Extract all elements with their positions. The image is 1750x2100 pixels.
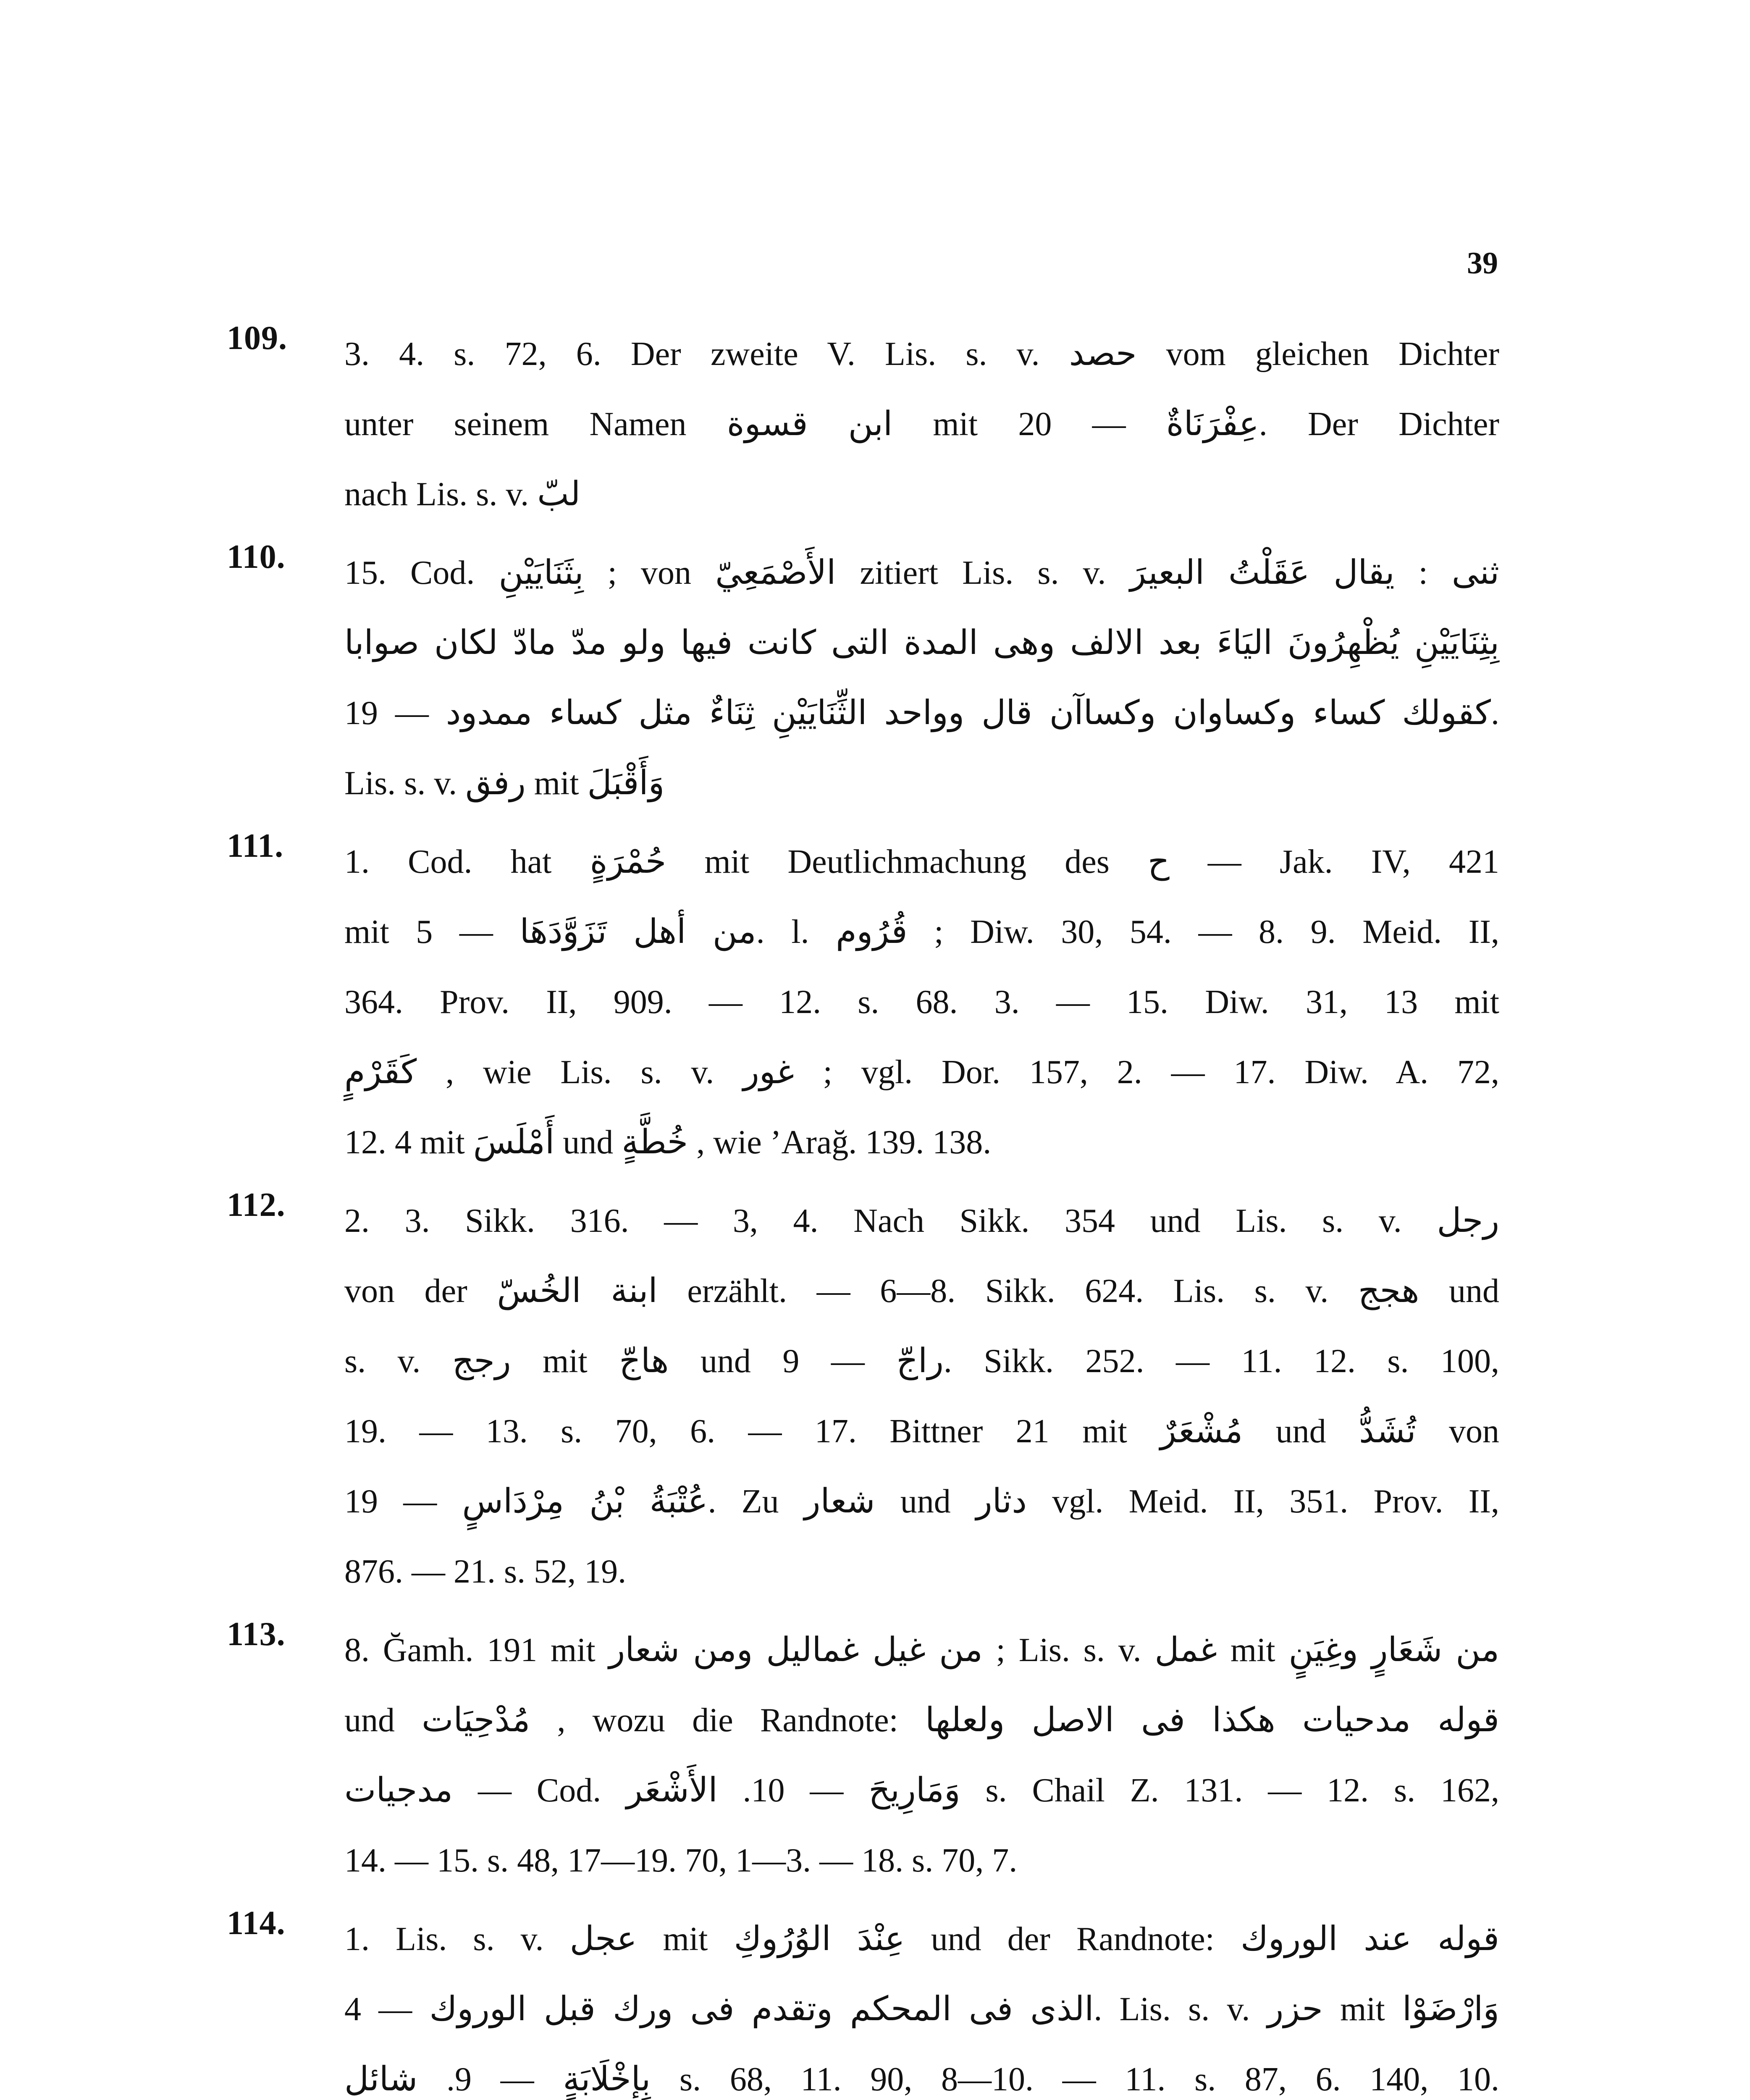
entry-line: 12. 4 mit أَمْلَسَ und خُطَّةٍ , wie ’Arağ. 139. 138. — [344, 1124, 992, 1161]
entry-line: 14. — 15. s. 48, 17—19. 70, 1—3. — 18. s. 70, 7. — [344, 1842, 1018, 1879]
entry-line: بِثِنَايَيْنِ يُظْهِرُونَ اليَاءَ بعد الالف وهى المدة التى كانت فيها ولو مدّ مادّ لكان صوابا — [344, 625, 1499, 662]
entry-line: 15. Cod. بِثَنَايَيْنِ ; von الأَصْمَعِيّ zitiert Lis. s. v. ثنى : يقال عَقَلْتُ البعيرَ — [344, 554, 1500, 591]
entry-line: 8. Ğamh. 191 mit من غيل غماليل ومن شعار ; Lis. s. v. غمل mit من شَعَارٍ وغِيَنٍ — [344, 1632, 1500, 1669]
note-entry-109 — [227, 319, 1499, 530]
entry-line: von der ابنة الخُسّ erzählt. — 6—8. Sikk. 624. Lis. s. v. هجج und — [344, 1273, 1500, 1310]
entry-line: عُتْبَةُ بْنُ مِرْدَاسٍ — 19. Zu شعار und دثار vgl. Meid. II, 351. Prov. II, — [344, 1483, 1500, 1520]
note-entry-110 — [227, 538, 1499, 819]
entry-line: 3. 4. s. 72, 6. Der zweite V. Lis. s. v. حصد vom gleichen Dichter — [344, 336, 1500, 373]
entry-line: Lis. s. v. رفق mit وَأَقْبَلَ — [344, 765, 665, 802]
entry-number: 112. — [227, 1186, 286, 1223]
entry-line: 2. 3. Sikk. 316. — 3, 4. Nach Sikk. 354 und Lis. s. v. رجل — [344, 1202, 1499, 1239]
entry-line: 19. — 13. s. 70, 6. — 17. Bittner 21 mit مُشْعَرٌ und تُشَدُّ von — [344, 1413, 1500, 1450]
entry-number: 114. — [227, 1905, 286, 1942]
entry-line: كَقَرْمٍ , wie Lis. s. v. غور ; vgl. Dor. 157, 2. — 17. Diw. A. 72, — [344, 1054, 1500, 1091]
entry-number: 111. — [227, 827, 284, 864]
notes-list — [227, 319, 1499, 2100]
entry-line: s. v. رجج mit هاجّ und راجّ — 9. Sikk. 252. — 11. 12. s. 100, — [344, 1343, 1500, 1380]
entry-line: كقولك كساء وكساوان وكساآن قال وواحد الثِّنَايَيْنِ ثِنَاءٌ مثل كساء ممدود — 19. — [344, 695, 1499, 732]
entry-line: مدجيات — Cod. وَمَارِيحَ — 10. الأَشْعَر s. Chail Z. 131. — 12. s. 162, — [344, 1772, 1499, 1809]
entry-number: 110. — [227, 538, 286, 575]
note-entry-113 — [227, 1615, 1499, 1896]
entry-line: unter seinem Namen ابن قسوة mit عِفْرَنَاةٌ — 20. Der Dichter — [344, 406, 1499, 443]
entry-line: 364. Prov. II, 909. — 12. s. 68. 3. — 15. Diw. 31, 13 mit — [344, 984, 1499, 1021]
entry-line: 1. Lis. s. v. عجل mit عِنْدَ الوُرُوكِ und der Randnote: قوله عند الوروك — [344, 1921, 1499, 1958]
entry-line: بِإِخْلَابَةٍ — 9. شائل s. 68, 11. 90, 8—10. — 11. s. 87, 6. 140, 10. — [344, 2061, 1499, 2098]
entry-line: الذى فى المحكم وتقدم فى ورك قبل الوروك — 4. Lis. s. v. حزر mit وَارْضَوْا — [344, 1991, 1499, 2028]
entry-line: und مُدْحِيَات , wozu die Randnote: قوله مدحيات هكذا فى الاصل ولعلها — [344, 1702, 1500, 1739]
entry-line: 1. Cod. hat حُمْرَةٍ mit Deutlichmachung des ح — Jak. IV, 421 — [344, 843, 1499, 880]
entry-number: 113. — [227, 1616, 286, 1653]
page-number: 39 — [1467, 246, 1498, 281]
note-entry-114 — [227, 1904, 1499, 2100]
entry-line: mit من أهل تَزَوَّدَهَا — 5. l. قُرُوم ; Diw. 30, 54. — 8. 9. Meid. II, — [344, 914, 1499, 950]
entry-line: nach Lis. s. v. لبّ — [344, 476, 581, 513]
note-entry-111 — [227, 827, 1499, 1178]
entry-line: 876. — 21. s. 52, 19. — [344, 1553, 627, 1590]
note-entry-112 — [227, 1186, 1499, 1607]
entry-number: 109. — [227, 320, 287, 357]
